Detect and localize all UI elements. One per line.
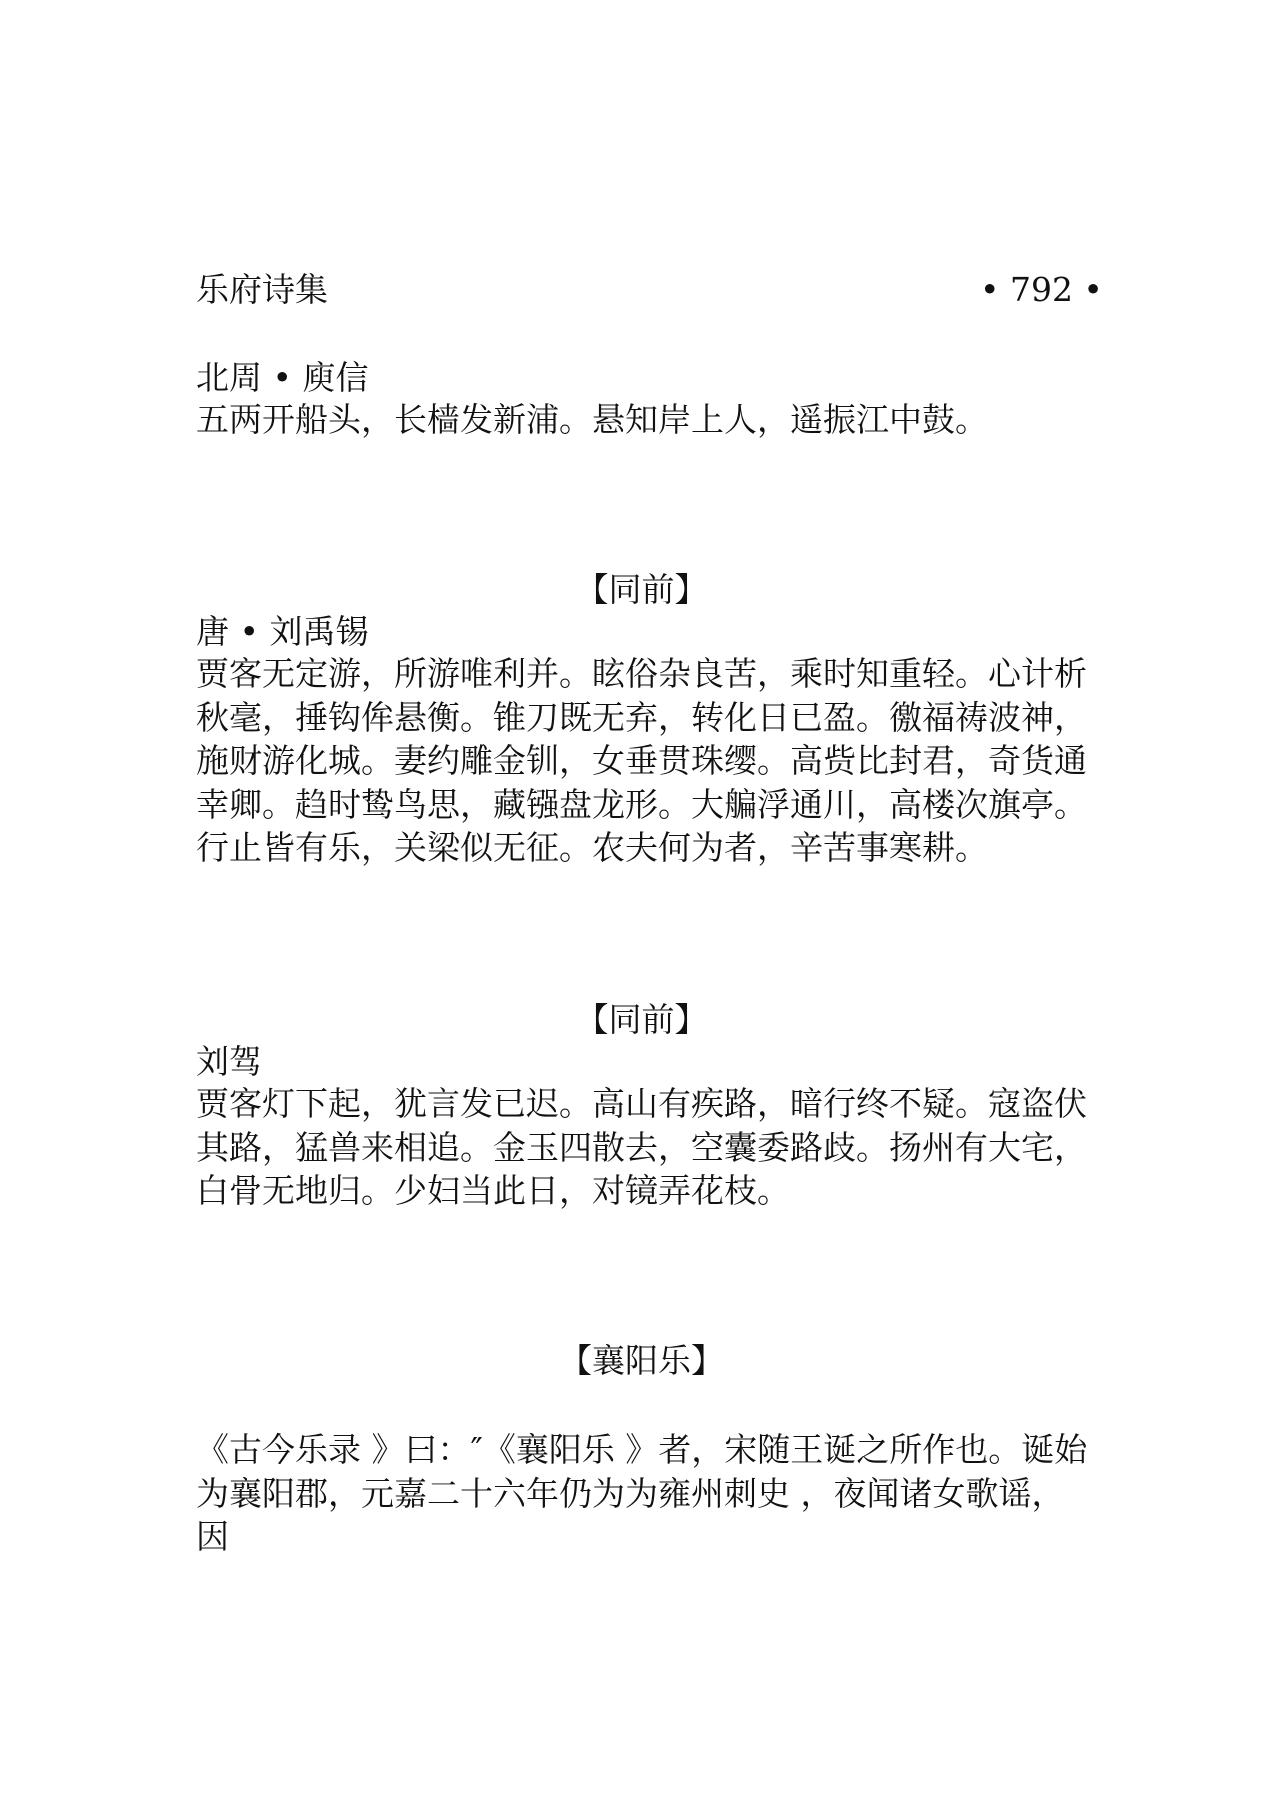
- poem-text: 五两开船头，长樯发新浦。悬知岸上人，遥振江中鼓。: [196, 400, 988, 439]
- prose-text: 《古今乐录 》曰：″《襄阳乐 》者，宋随王诞之所作也。诞始 为襄阳郡，元嘉二十六年仍为为雍州刺史 ，夜闻诸女歌谣，因: [196, 1430, 1088, 1556]
- section-heading: 【同前】: [575, 1000, 708, 1039]
- poem-block-liu-yuxi: [196, 612, 1096, 870]
- poem-block-yu-xin: [196, 358, 1096, 442]
- poem-author: 刘驾: [196, 1042, 262, 1081]
- poem-author: 唐 • 刘禹锡: [196, 612, 369, 651]
- prose-block-xiangyang-yue: [196, 1428, 1096, 1559]
- section-heading: 【襄阳乐】: [559, 1341, 724, 1380]
- page-number: • 792 •: [980, 270, 1103, 309]
- section-heading: 【同前】: [575, 570, 708, 609]
- poem-author: 北周 • 庾信: [196, 358, 369, 397]
- poem-text: 贾客无定游，所游唯利并。眩俗杂良苦，乘时知重轻。心计析 秋毫，捶钩侔悬衡。锥刀既无弃，转化日已盈。徼福祷波神， 施财游化城。妻约雕金钏，女垂贯珠缨。高赀比封君，奇货通 幸卿。趋时鸷鸟思，藏镪盘龙形。大艑浮通川，高楼次旗亭。 行止皆有乐，关梁似无征。农夫何为者，辛苦事寒耕。: [196, 654, 1087, 867]
- poem-text: 贾客灯下起，犹言发已迟。高山有疾路，暗行终不疑。寇盗伏 其路，猛兽来相追。金玉四散去，空囊委路歧。扬州有大宅， 白骨无地归。少妇当此日，对镜弄花枝。: [196, 1084, 1087, 1210]
- poem-block-liu-jia: [196, 1042, 1096, 1213]
- running-header-title: 乐府诗集: [196, 270, 328, 309]
